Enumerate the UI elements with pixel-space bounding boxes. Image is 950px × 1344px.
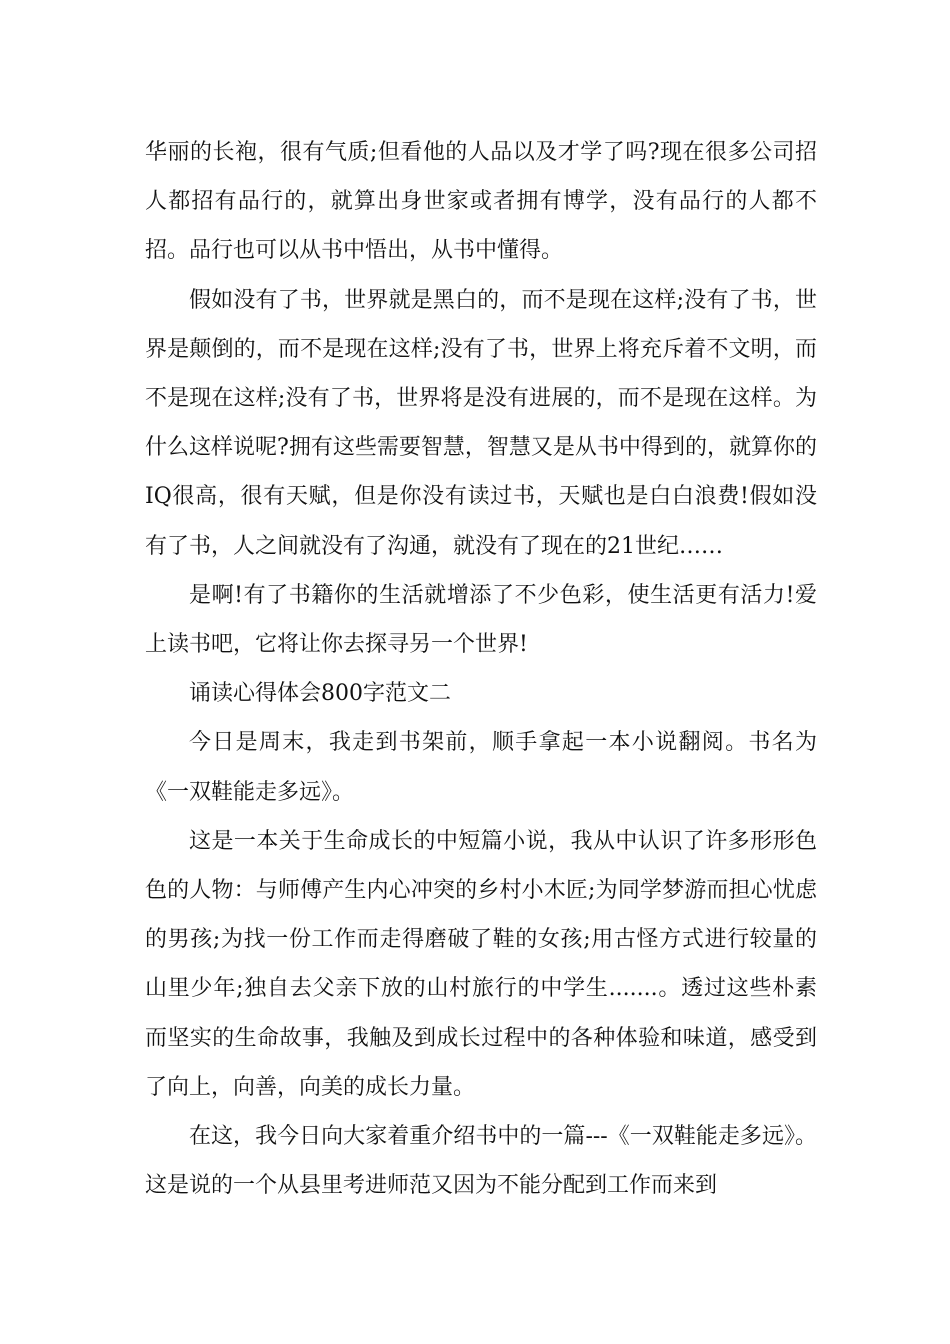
paragraph-3: 是啊!有了书籍你的生活就增添了不少色彩，使生活更有活力!爱上读书吧，它将让你去探寻另一个世界! [145, 582, 817, 658]
document-body [145, 128, 817, 1210]
section-heading: 诵读心得体会800字范文二 [189, 681, 451, 707]
paragraph-4: 今日是周末，我走到书架前，顺手拿起一本小说翻阅。书名为《一双鞋能走多远》。 [145, 730, 817, 805]
paragraph-5: 这是一本关于生命成长的中短篇小说，我从中认识了许多形形色色的人物：与师傅产生内心冲突的乡村小木匠;为同学梦游而担心忧虑的男孩;为找一份工作而走得磨破了鞋的女孩;用古怪方式进行较量的山里少年;独自去父亲下放的山村旅行的中学生.......。透过这些朴素而坚实的生命故事，我触及到成长过程中的各种体验和味道，感受到了向上，向善，向美的成长力量。 [145, 828, 817, 1100]
paragraph-6: 在这，我今日向大家着重介绍书中的一篇---《一双鞋能走多远》。这是说的一个从县里考进师范又因为不能分配到工作而来到 [145, 1124, 817, 1199]
paragraph-1: 华丽的长袍，很有气质;但看他的人品以及才学了吗?现在很多公司招人都招有品行的，就算出身世家或者拥有博学，没有品行的人都不招。品行也可以从书中悟出，从书中懂得。 [145, 140, 817, 264]
paragraph-2: 假如没有了书，世界就是黑白的，而不是现在这样;没有了书，世界是颠倒的，而不是现在这样;没有了书，世界上将充斥着不文明，而不是现在这样;没有了书，世界将是没有进展的，而不是现在这样。为什么这样说呢?拥有这些需要智慧，智慧又是从书中得到的，就算你的IQ很高，很有天赋，但是你没有读过书，天赋也是白白浪费!假如没有了书，人之间就没有了沟通，就没有了现在的21世纪…… [145, 287, 817, 559]
